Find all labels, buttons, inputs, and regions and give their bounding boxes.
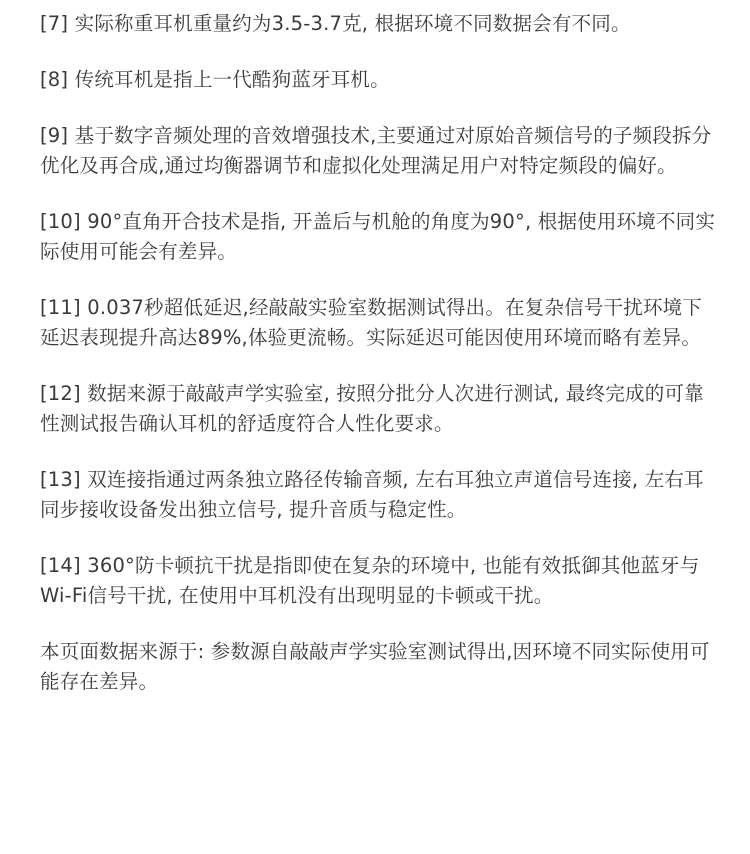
- footnote-9: [9] 基于数字音频处理的音效增强技术,主要通过对原始音频信号的子频段拆分优化及再合成,通过均衡器调节和虚拟化处理满足用户对特定频段的偏好。: [40, 124, 712, 177]
- footnote-13: [13] 双连接指通过两条独立路径传输音频, 左右耳独立声道信号连接, 左右耳同步接收设备发出独立信号, 提升音质与稳定性。: [40, 468, 704, 521]
- footnotes-page: [40, 9, 716, 697]
- data-source-note: 本页面数据来源于: 参数源自敲敲声学实验室测试得出,因环境不同实际使用可能存在差异。: [40, 640, 710, 693]
- footnote-10: [10] 90°直角开合技术是指, 开盖后与机舱的角度为90°, 根据使用环境不同实际使用可能会有差异。: [40, 210, 716, 263]
- footnote-14: [14] 360°防卡顿抗干扰是指即使在复杂的环境中, 也能有效抵御其他蓝牙与Wi-Fi信号干扰, 在使用中耳机没有出现明显的卡顿或干扰。: [40, 554, 700, 607]
- footnote-11: [11] 0.037秒超低延迟,经敲敲实验室数据测试得出。在复杂信号干扰环境下延迟表现提升高达89%,体验更流畅。实际延迟可能因使用环境而略有差异。: [40, 296, 703, 349]
- footnote-12: [12] 数据来源于敲敲声学实验室, 按照分批分人次进行测试, 最终完成的可靠性测试报告确认耳机的舒适度符合人性化要求。: [40, 382, 704, 435]
- footnote-8: [8] 传统耳机是指上一代酷狗蓝牙耳机。: [40, 68, 390, 91]
- footnote-7: [7] 实际称重耳机重量约为3.5-3.7克, 根据环境不同数据会有不同。: [40, 12, 631, 35]
